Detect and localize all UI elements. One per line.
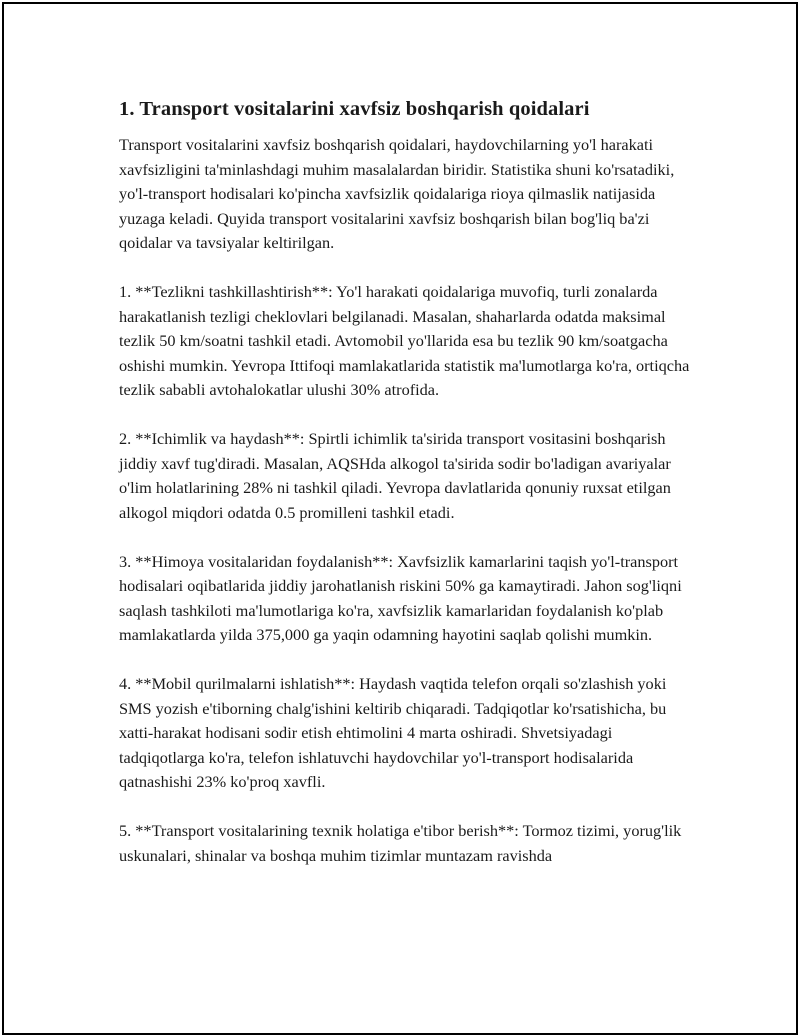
intro-paragraph: Transport vositalarini xavfsiz boshqarish qoidalari, haydovchilarning yo'l harakati xavfsizligini ta'minlashdagi muhim masalalardan biridir. Statistika shuni ko'rsatadiki, yo'l-transport hodisalari ko'pincha xavfsizlik qoidalariga rioya qilmaslik natijasida yuzaga keladi. Quyida transport vositalarini xavfsiz boshqarish bilan bog'liq ba'zi qoidalar va tavsiyalar keltirilgan.	[119, 135, 675, 252]
document-body	[119, 95, 691, 893]
rule-3-paragraph: 3. **Himoya vositalaridan foydalanish**: Xavfsizlik kamarlarini taqish yo'l-transport hodisalari oqibatlarida jiddiy jarohatlanish riskini 50% ga kamaytiradi. Jahon sog'liqni saqlash tashkiloti ma'lumotlariga ko'ra, xavfsizlik kamarlaridan foydalanish ko'plab mamlakatlarda yilda 375,000 ga yaqin odamning hayotini saqlab qolishi mumkin.	[119, 551, 682, 644]
document-title: 1. Transport vositalarini xavfsiz boshqarish qoidalari	[119, 98, 590, 120]
rule-2-paragraph: 2. **Ichimlik va haydash**: Spirtli ichimlik ta'sirida transport vositasini boshqarish jiddiy xavf tug'diradi. Masalan, AQSHda alkogol ta'sirida sodir bo'ladigan avariyalar o'lim holatlarining 28% ni tashkil qiladi. Yevropa davlatlarida qonuniy ruxsat etilgan alkogol miqdori odatda 0.5 promilleni tashkil etadi.	[119, 429, 671, 522]
rule-4-paragraph: 4. **Mobil qurilmalarni ishlatish**: Haydash vaqtida telefon orqali so'zlashish yoki SMS yozish e'tiborning chalg'ishini keltirib chiqaradi. Tadqiqotlar ko'rsatishicha, bu xatti-harakat hodisani sodir etish ehtimolini 4 marta oshiradi. Shvetsiyadagi tadqiqotlarga ko'ra, telefon ishlatuvchi haydovchilar yo'l-transport hodisalarida qatnashishi 23% ko'proq xavfli.	[119, 674, 667, 791]
rule-1-paragraph: 1. **Tezlikni tashkillashtirish**: Yo'l harakati qoidalariga muvofiq, turli zonalarda harakatlanish tezligi cheklovlari belgilanadi. Masalan, shaharlarda odatda maksimal tezlik 50 km/soatni tashkil etadi. Avtomobil yo'llarida esa bu tezlik 90 km/soatgacha oshishi mumkin. Yevropa Ittifoqi mamlakatlarida statistik ma'lumotlarga ko'ra, ortiqcha tezlik sababli avtohalokatlar ulushi 30% atrofida.	[119, 282, 690, 399]
document-page	[2, 2, 798, 1035]
rule-5-paragraph: 5. **Transport vositalarining texnik holatiga e'tibor berish**: Tormoz tizimi, yorug'lik uskunalari, shinalar va boshqa muhim tizimlar muntazam ravishda	[119, 821, 682, 865]
